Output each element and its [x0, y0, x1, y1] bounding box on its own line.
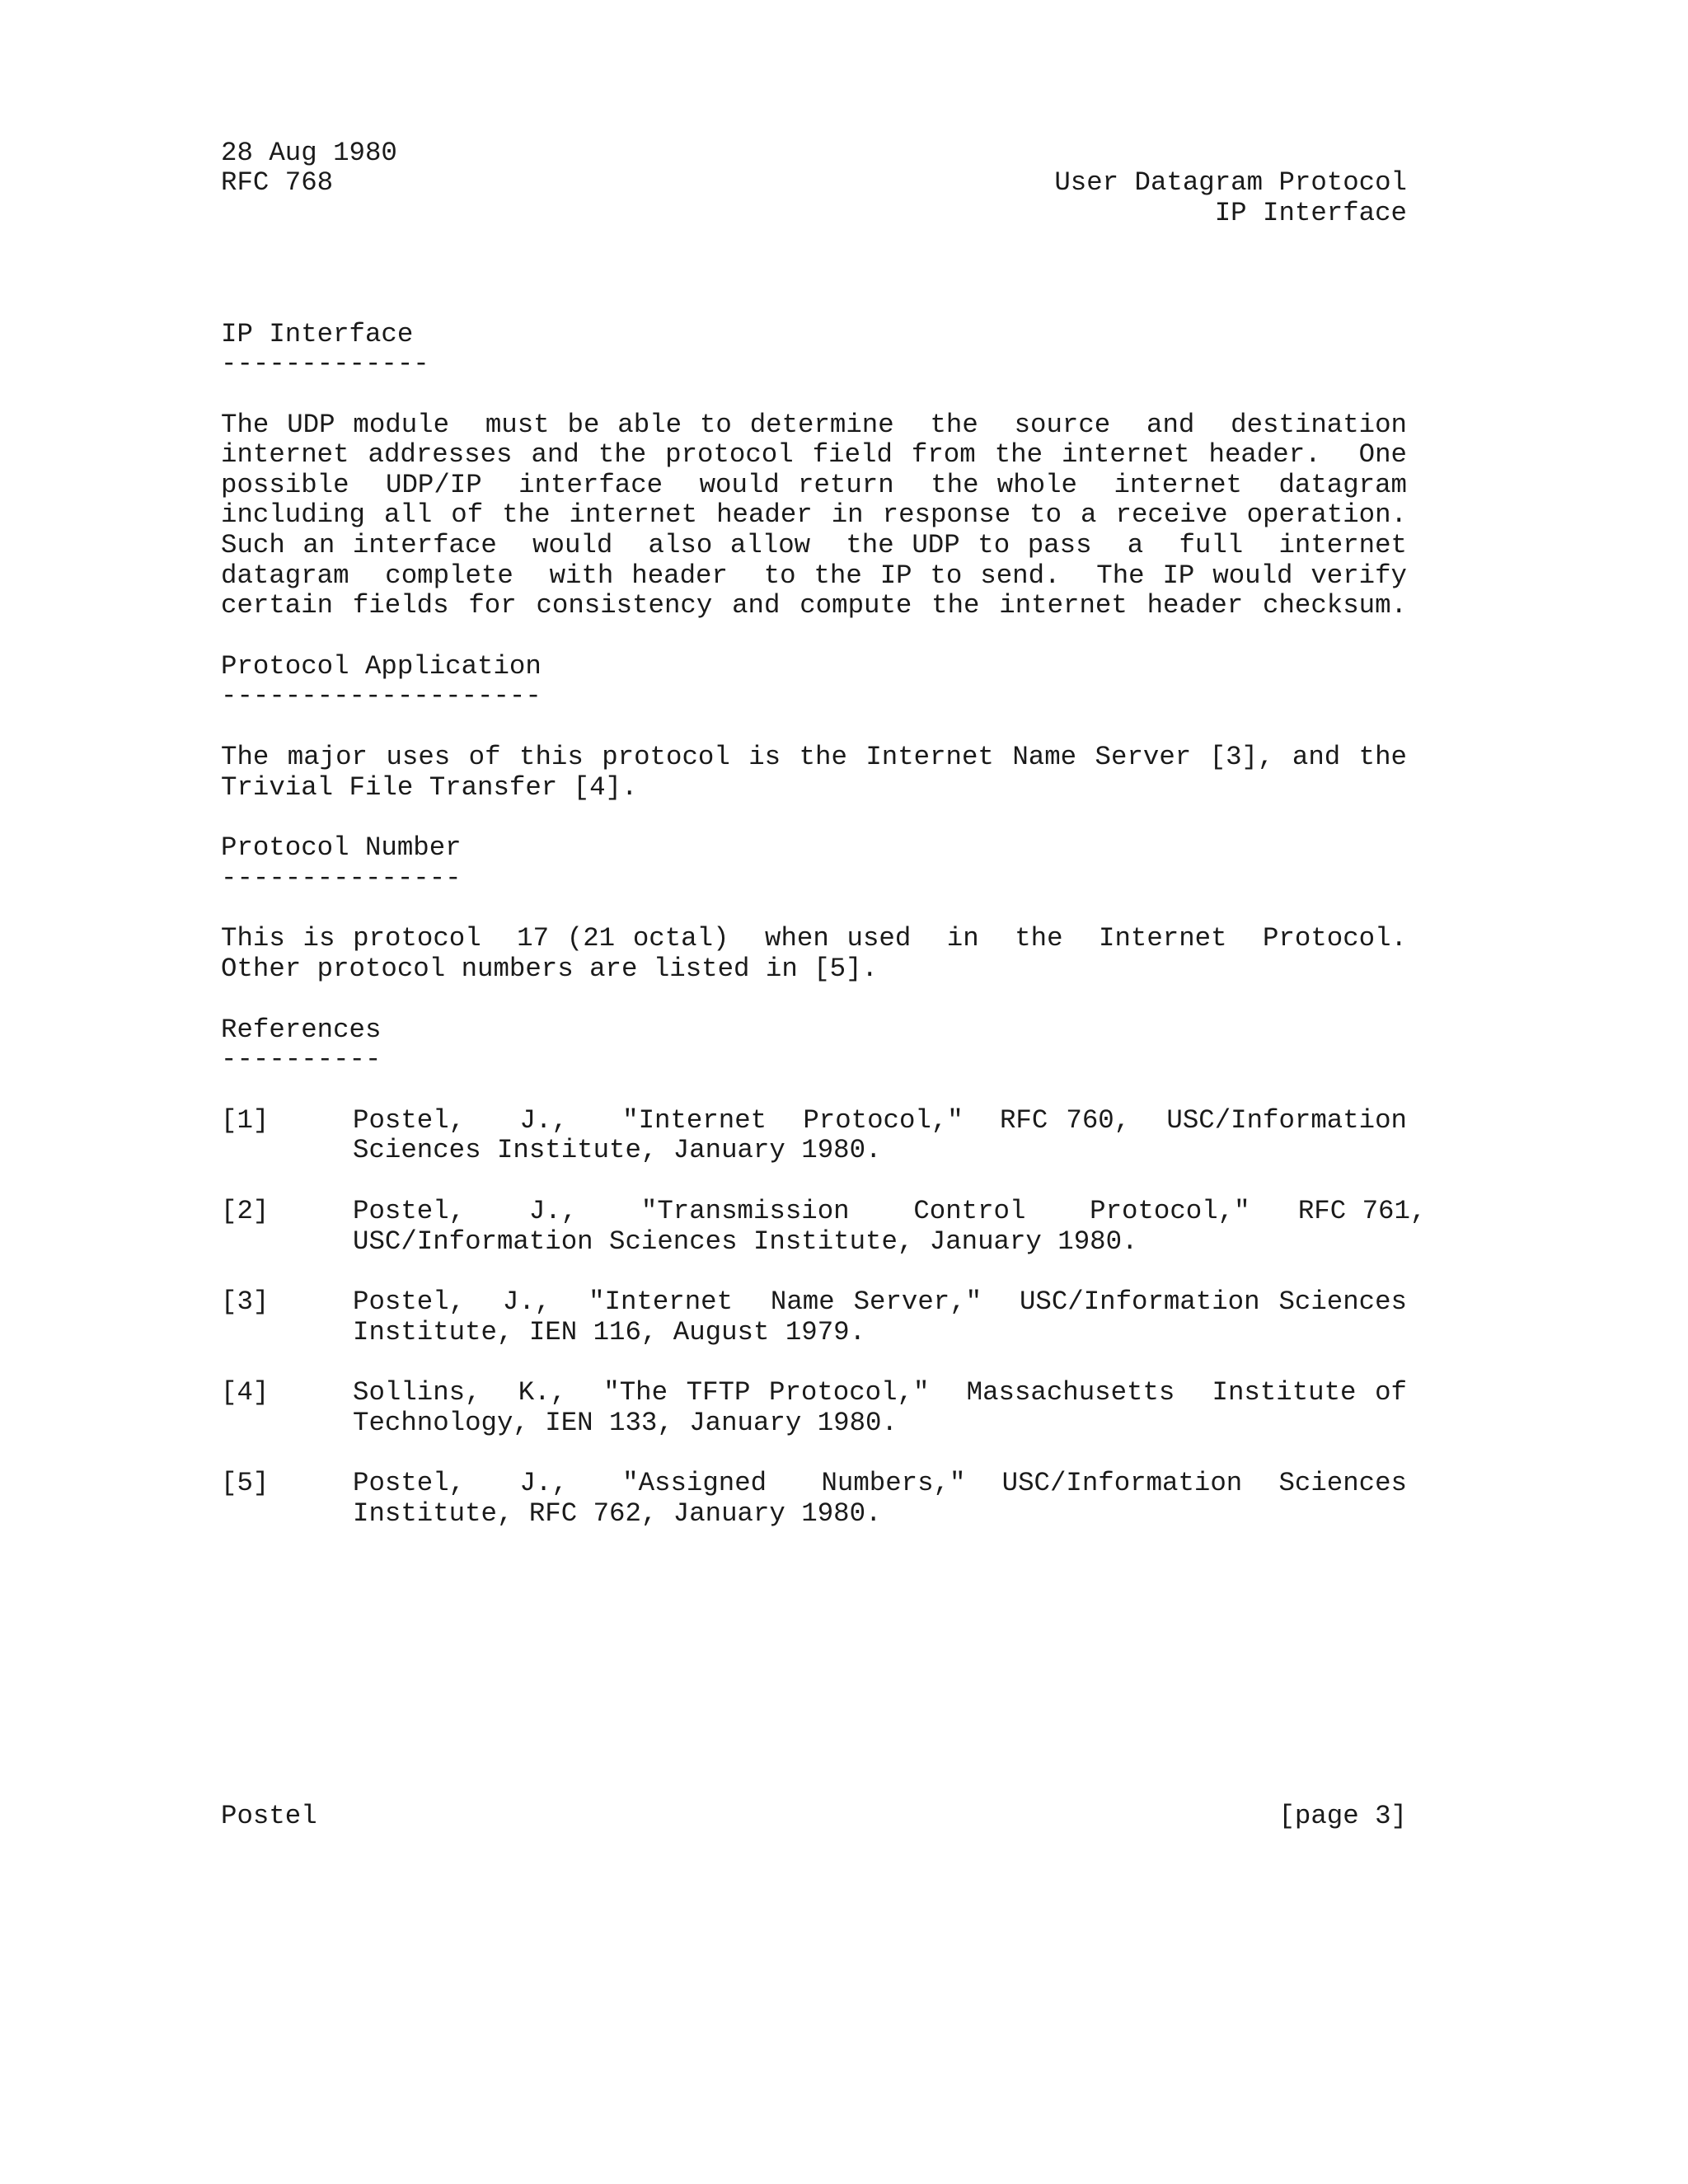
reference-number: [4] — [221, 1377, 270, 1408]
reference-number: [1] — [221, 1105, 270, 1136]
reference-line: Institute, RFC 762, January 1980. — [353, 1498, 882, 1529]
paragraph-line: datagram complete with header to the IP to send. The IP would verify — [221, 560, 1407, 591]
reference-line: Sciences Institute, January 1980. — [353, 1135, 882, 1165]
paragraph-line: possible UDP/IP interface would return the whole internet datagram — [221, 470, 1407, 500]
reference-line: Technology, IEN 133, January 1980. — [353, 1408, 898, 1438]
section-underline: --------------- — [221, 863, 462, 893]
header-rfc-number: RFC 768 — [221, 167, 334, 198]
footer-author: Postel — [221, 1801, 317, 1831]
paragraph-line: Such an interface would also allow the UDP to pass a full internet — [221, 530, 1407, 560]
reference-line: USC/Information Sciences Institute, January 1980. — [353, 1226, 1138, 1257]
header-title: User Datagram Protocol — [1054, 167, 1407, 198]
section-heading-references: References — [221, 1015, 382, 1045]
section-underline: -------------------- — [221, 681, 542, 711]
reference-line: Sollins, K., "The TFTP Protocol," Massachusetts Institute of — [353, 1377, 1407, 1408]
section-underline: ------------- — [221, 349, 429, 379]
reference-line: Institute, IEN 116, August 1979. — [353, 1317, 866, 1347]
reference-line: Postel, J., "Assigned Numbers," USC/Information Sciences — [353, 1468, 1407, 1498]
reference-number: [3] — [221, 1286, 270, 1317]
paragraph-line: Trivial File Transfer [4]. — [221, 772, 638, 803]
paragraph-line: This is protocol 17 (21 octal) when used in the Internet Protocol. — [221, 923, 1407, 954]
paragraph-line: certain fields for consistency and compute the internet header checksum. — [221, 590, 1407, 621]
reference-line: Postel, J., "Transmission Control Protocol," RFC 761, — [353, 1196, 1427, 1226]
reference-number: [5] — [221, 1468, 270, 1498]
section-heading-protocol-number: Protocol Number — [221, 832, 462, 863]
reference-line: Postel, J., "Internet Protocol," RFC 760, USC/Information — [353, 1105, 1407, 1136]
header-subtitle: IP Interface — [1214, 198, 1407, 228]
reference-number: [2] — [221, 1196, 270, 1226]
section-heading-protocol-application: Protocol Application — [221, 651, 542, 682]
header-date: 28 Aug 1980 — [221, 138, 397, 168]
paragraph-line: including all of the internet header in response to a receive operation. — [221, 499, 1407, 530]
reference-line: Postel, J., "Internet Name Server," USC/Information Sciences — [353, 1286, 1407, 1317]
section-underline: ---------- — [221, 1044, 382, 1075]
paragraph-line: Other protocol numbers are listed in [5]. — [221, 954, 878, 984]
section-heading-ip-interface: IP Interface — [221, 319, 414, 349]
paragraph-line: The UDP module must be able to determine the source and destination — [221, 410, 1407, 440]
paragraph-line: The major uses of this protocol is the Internet Name Server [3], and the — [221, 742, 1407, 772]
paragraph-line: internet addresses and the protocol field from the internet header. One — [221, 439, 1407, 470]
footer-page-number: [page 3] — [1278, 1801, 1407, 1831]
